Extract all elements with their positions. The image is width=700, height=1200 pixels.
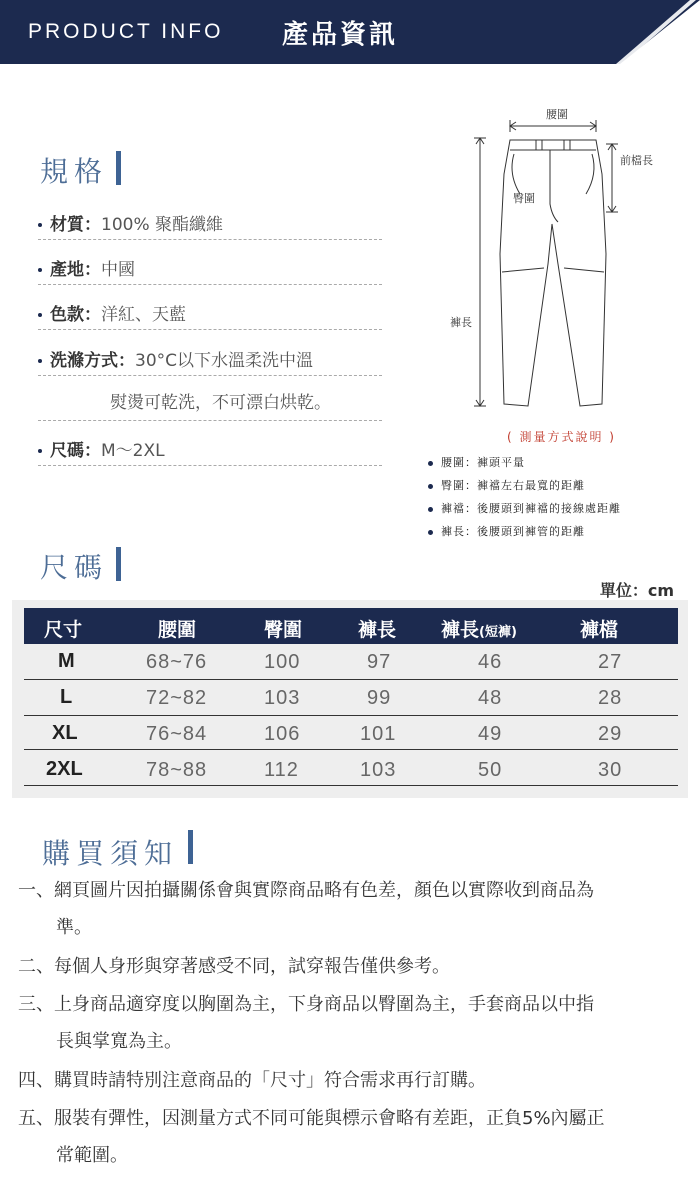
bullet-icon bbox=[38, 268, 42, 272]
bullet-icon bbox=[428, 507, 433, 512]
spec-colors bbox=[38, 300, 382, 325]
notice-text: 網頁圖片因拍攝關係會與實際商品略有色差，顏色以實際收到商品為 bbox=[54, 880, 594, 901]
measurement-note-text: 褲襠：後腰頭到褲襠的接線處距離 bbox=[441, 502, 621, 515]
measurement-note-text: 褲長：後腰頭到褲管的距離 bbox=[441, 525, 585, 538]
measurement-note bbox=[428, 500, 621, 516]
spec-washing-continued: 熨燙可乾洗，不可漂白烘乾。 bbox=[110, 393, 331, 413]
unit-label: 單位：cm bbox=[599, 581, 674, 600]
bullet-icon bbox=[428, 484, 433, 489]
diagram-label-hip: 臀圍 bbox=[513, 192, 535, 205]
table-row-divider bbox=[24, 749, 678, 750]
table-cell-shorts-length: 49 bbox=[478, 723, 503, 745]
col-header-length: 褲長 bbox=[358, 619, 397, 641]
measurement-note-text: 腰圍：褲頭平量 bbox=[441, 456, 525, 469]
table-cell-size: M bbox=[58, 650, 75, 672]
table-row-divider bbox=[24, 785, 678, 786]
measurement-note bbox=[428, 477, 585, 493]
spec-value: 中國 bbox=[101, 260, 135, 280]
spec-section-title: 規格 bbox=[40, 155, 109, 188]
notice-item bbox=[18, 872, 688, 946]
bullet-icon bbox=[38, 449, 42, 453]
divider bbox=[38, 239, 382, 240]
notice-text: 購買時請特別注意商品的「尺寸」符合需求再行訂購。 bbox=[54, 1070, 486, 1091]
spec-label: 產地： bbox=[50, 260, 101, 280]
spec-material bbox=[38, 210, 382, 235]
table-cell-rise: 28 bbox=[598, 687, 623, 709]
measurement-note-text: 臀圍：褲襠左右最寬的距離 bbox=[441, 479, 585, 492]
table-cell-length: 101 bbox=[360, 723, 397, 745]
bullet-icon bbox=[38, 359, 42, 363]
notice-number: 二、 bbox=[18, 956, 54, 977]
divider bbox=[38, 329, 382, 330]
spec-label: 色款： bbox=[50, 305, 101, 325]
spec-washing bbox=[38, 346, 382, 371]
col-header-shorts-length-note: (短褲) bbox=[479, 625, 517, 640]
spec-value: 30°C以下水溫柔洗中溫 bbox=[135, 351, 314, 371]
col-header-rise: 褲檔 bbox=[580, 619, 619, 641]
notice-text-continued: 長與掌寬為主。 bbox=[56, 1031, 182, 1052]
divider bbox=[38, 284, 382, 285]
spec-sizes bbox=[38, 436, 382, 461]
spec-label: 尺碼： bbox=[50, 441, 101, 461]
table-cell-shorts-length: 50 bbox=[478, 759, 503, 781]
table-cell-rise: 27 bbox=[598, 651, 623, 673]
header-corner-decoration bbox=[530, 0, 700, 64]
notice-text: 服裝有彈性，因測量方式不同可能與標示會略有差距，正負5%內屬正 bbox=[54, 1108, 605, 1129]
table-cell-shorts-length: 46 bbox=[478, 651, 503, 673]
table-cell-waist: 78~88 bbox=[146, 759, 208, 781]
notice-text: 每個人身形與穿著感受不同，試穿報告僅供參考。 bbox=[54, 956, 450, 977]
pants-measurement-diagram bbox=[440, 104, 680, 424]
divider bbox=[38, 465, 382, 466]
table-cell-length: 97 bbox=[367, 651, 392, 673]
table-cell-rise: 30 bbox=[598, 759, 623, 781]
table-cell-size: L bbox=[60, 686, 73, 708]
table-cell-size: XL bbox=[52, 722, 78, 744]
table-cell-hip: 100 bbox=[264, 651, 301, 673]
col-header-shorts-length-main: 褲長 bbox=[441, 619, 480, 641]
table-cell-waist: 76~84 bbox=[146, 723, 208, 745]
bullet-icon bbox=[428, 461, 433, 466]
notice-number: 五、 bbox=[18, 1108, 54, 1129]
notice-item bbox=[18, 1062, 688, 1099]
table-cell-shorts-length: 48 bbox=[478, 687, 503, 709]
notice-number: 四、 bbox=[18, 1070, 54, 1091]
diagram-label-length: 褲長 bbox=[450, 316, 472, 329]
notice-text: 上身商品適穿度以胸圍為主，下身商品以臀圍為主，手套商品以中指 bbox=[54, 994, 594, 1015]
page-header bbox=[0, 0, 700, 64]
spec-value: M～2XL bbox=[101, 441, 165, 461]
notice-item bbox=[18, 1100, 688, 1174]
table-cell-length: 103 bbox=[360, 759, 397, 781]
divider bbox=[38, 375, 382, 376]
diagram-label-front-rise: 前檔長 bbox=[620, 154, 653, 167]
table-row-divider bbox=[24, 679, 678, 680]
table-cell-waist: 72~82 bbox=[146, 687, 208, 709]
notice-item bbox=[18, 948, 688, 985]
size-section-title: 尺碼 bbox=[40, 551, 109, 584]
measurement-note-title: ( 測量方式說明 ) bbox=[507, 430, 616, 444]
notice-text-continued: 常範圍。 bbox=[56, 1145, 128, 1166]
col-header-size: 尺寸 bbox=[44, 619, 83, 641]
spec-value: 100% 聚酯纖維 bbox=[101, 215, 224, 235]
table-cell-waist: 68~76 bbox=[146, 651, 208, 673]
spec-origin bbox=[38, 255, 382, 280]
notice-title-bar bbox=[188, 830, 193, 864]
divider bbox=[38, 420, 382, 421]
col-header-waist: 腰圍 bbox=[158, 619, 197, 641]
spec-value: 洋紅、天藍 bbox=[101, 305, 186, 325]
notice-item bbox=[18, 986, 688, 1060]
measurement-note bbox=[428, 523, 585, 539]
bullet-icon bbox=[38, 223, 42, 227]
measurement-note bbox=[428, 454, 525, 470]
notice-number: 三、 bbox=[18, 994, 54, 1015]
bullet-icon bbox=[428, 530, 433, 535]
col-header-shorts-length bbox=[441, 615, 517, 642]
notice-text-continued: 準。 bbox=[56, 917, 92, 938]
table-cell-hip: 106 bbox=[264, 723, 301, 745]
notice-section-title: 購買須知 bbox=[42, 837, 179, 870]
table-cell-length: 99 bbox=[367, 687, 392, 709]
spec-label: 材質： bbox=[50, 215, 101, 235]
notice-number: 一、 bbox=[18, 880, 54, 901]
table-cell-size: 2XL bbox=[46, 758, 83, 780]
table-row-divider bbox=[24, 715, 678, 716]
header-title-zh: 產品資訊 bbox=[282, 20, 399, 50]
table-cell-hip: 103 bbox=[264, 687, 301, 709]
spec-label: 洗滌方式： bbox=[50, 351, 135, 371]
header-title-en: PRODUCT INFO bbox=[28, 20, 224, 43]
table-cell-rise: 29 bbox=[598, 723, 623, 745]
table-cell-hip: 112 bbox=[264, 759, 299, 781]
spec-title-bar bbox=[116, 151, 121, 185]
col-header-hip: 臀圍 bbox=[264, 619, 303, 641]
bullet-icon bbox=[38, 313, 42, 317]
diagram-label-waist: 腰圍 bbox=[546, 108, 568, 121]
size-title-bar bbox=[116, 547, 121, 581]
